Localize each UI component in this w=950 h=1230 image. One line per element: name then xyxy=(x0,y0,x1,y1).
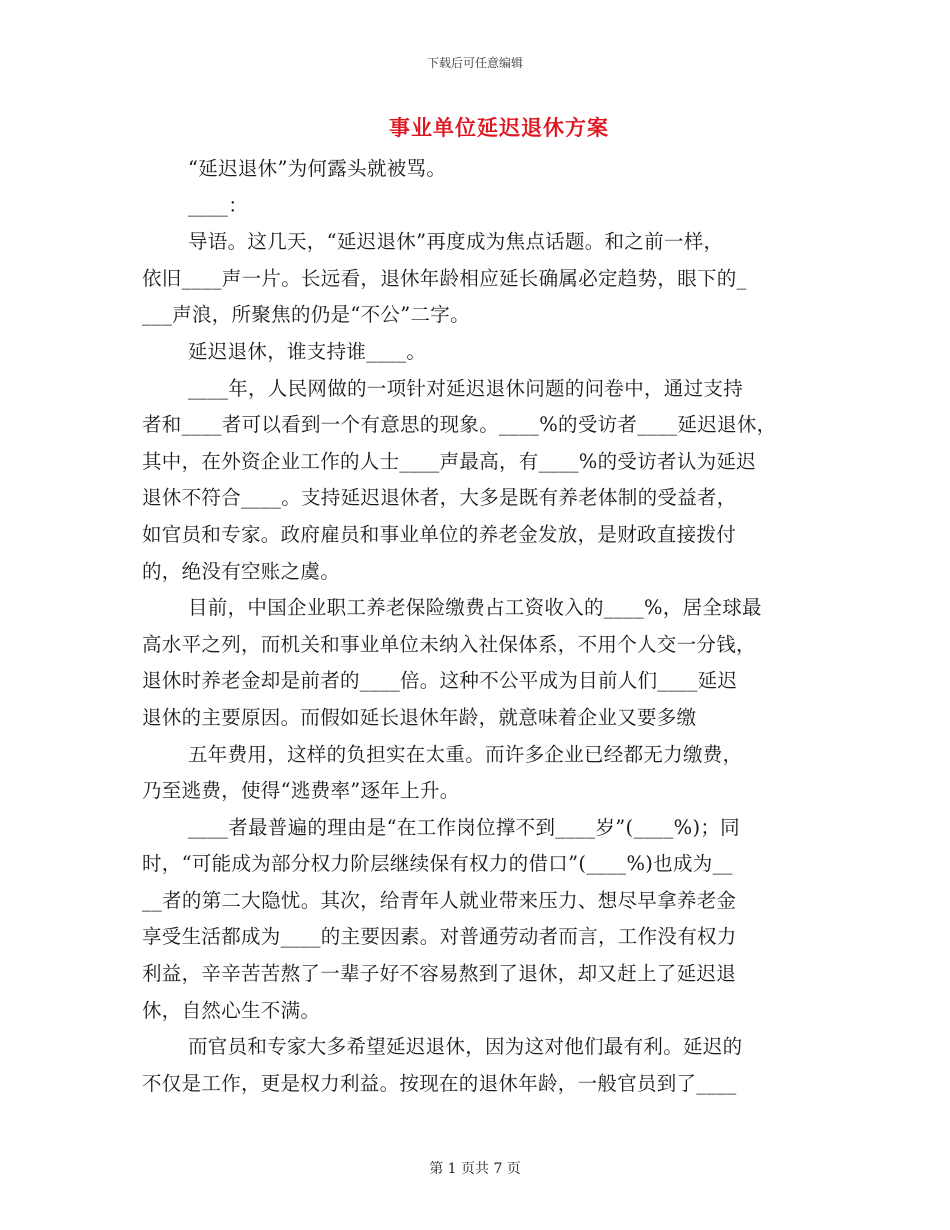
text-line: 依旧____声一片。长远看，退休年龄相应延长确属必定趋势，眼下的_ xyxy=(142,266,747,290)
text-line: 休，自然心生不满。 xyxy=(142,998,321,1022)
text-line: 目前，中国企业职工养老保险缴费占工资收入的____%，居全球最 xyxy=(188,596,762,620)
text-line: 如官员和专家。政府雇员和事业单位的养老金发放，是财政直接拨付 xyxy=(142,522,737,546)
text-line: 不仅是工作，更是权力利益。按现在的退休年龄，一般官员到了____ xyxy=(142,1071,737,1095)
text-line: 导语。这几天，“延迟退休”再度成为焦点话题。和之前一样， xyxy=(188,230,724,254)
text-line: 利益，辛辛苦苦熬了一辈子好不容易熬到了退休，却又赶上了延迟退 xyxy=(142,962,737,986)
text-line: 者和____者可以看到一个有意思的现象。____%的受访者____延迟退休， xyxy=(142,413,777,437)
text-line: 高水平之列，而机关和事业单位未纳入社保体系，不用个人交一分钱， xyxy=(142,632,756,656)
text-line: 乃至逃费，使得“逃费率”逐年上升。 xyxy=(142,779,460,803)
text-line: ____： xyxy=(188,193,248,217)
document-title: 事业单位延迟退休方案 xyxy=(389,115,609,140)
text-line: 退休的主要原因。而假如延长退休年龄，就意味着企业又要多缴 xyxy=(142,705,697,729)
text-line: 退休不符合____。支持延迟退休者，大多是既有养老体制的受益者， xyxy=(142,486,737,510)
text-line: 时，“可能成为部分权力阶层继续保有权力的借口”(____%)也成为__ xyxy=(142,852,733,876)
document-body xyxy=(142,151,812,1102)
text-line: 而官员和专家大多希望延迟退休，因为这对他们最有利。延迟的 xyxy=(188,1035,743,1059)
text-line: 五年费用，这样的负担实在太重。而许多企业已经都无力缴费， xyxy=(188,742,743,766)
header-note: 下载后可任意编辑 xyxy=(426,56,523,70)
page-footer: 第 1 页共 7 页 xyxy=(429,1161,521,1177)
text-line: 享受生活都成为____的主要因素。对普通劳动者而言，工作没有权力 xyxy=(142,925,737,949)
text-line: 退休时养老金却是前者的____倍。这种不公平成为目前人们____延迟 xyxy=(142,669,738,693)
text-line: ___声浪，所聚焦的仍是“不公”二字。 xyxy=(142,303,470,327)
text-line: __者的第二大隐忧。其次，给青年人就业带来压力、想尽早拿养老金 xyxy=(142,888,737,912)
text-line: ____者最普遍的理由是“在工作岗位撑不到____岁”(____%)；同 xyxy=(188,815,740,839)
text-line: 延迟退休，谁支持谁____。 xyxy=(188,339,427,363)
text-line: ____年，人民网做的一项针对延迟退休问题的问卷中，通过支持 xyxy=(188,376,743,400)
text-line: 的，绝没有空账之虞。 xyxy=(142,559,341,583)
text-line: 其中，在外资企业工作的人士____声最高，有____%的受访者认为延迟 xyxy=(142,449,757,473)
text-line: “延迟退休”为何露头就被骂。 xyxy=(188,157,447,180)
